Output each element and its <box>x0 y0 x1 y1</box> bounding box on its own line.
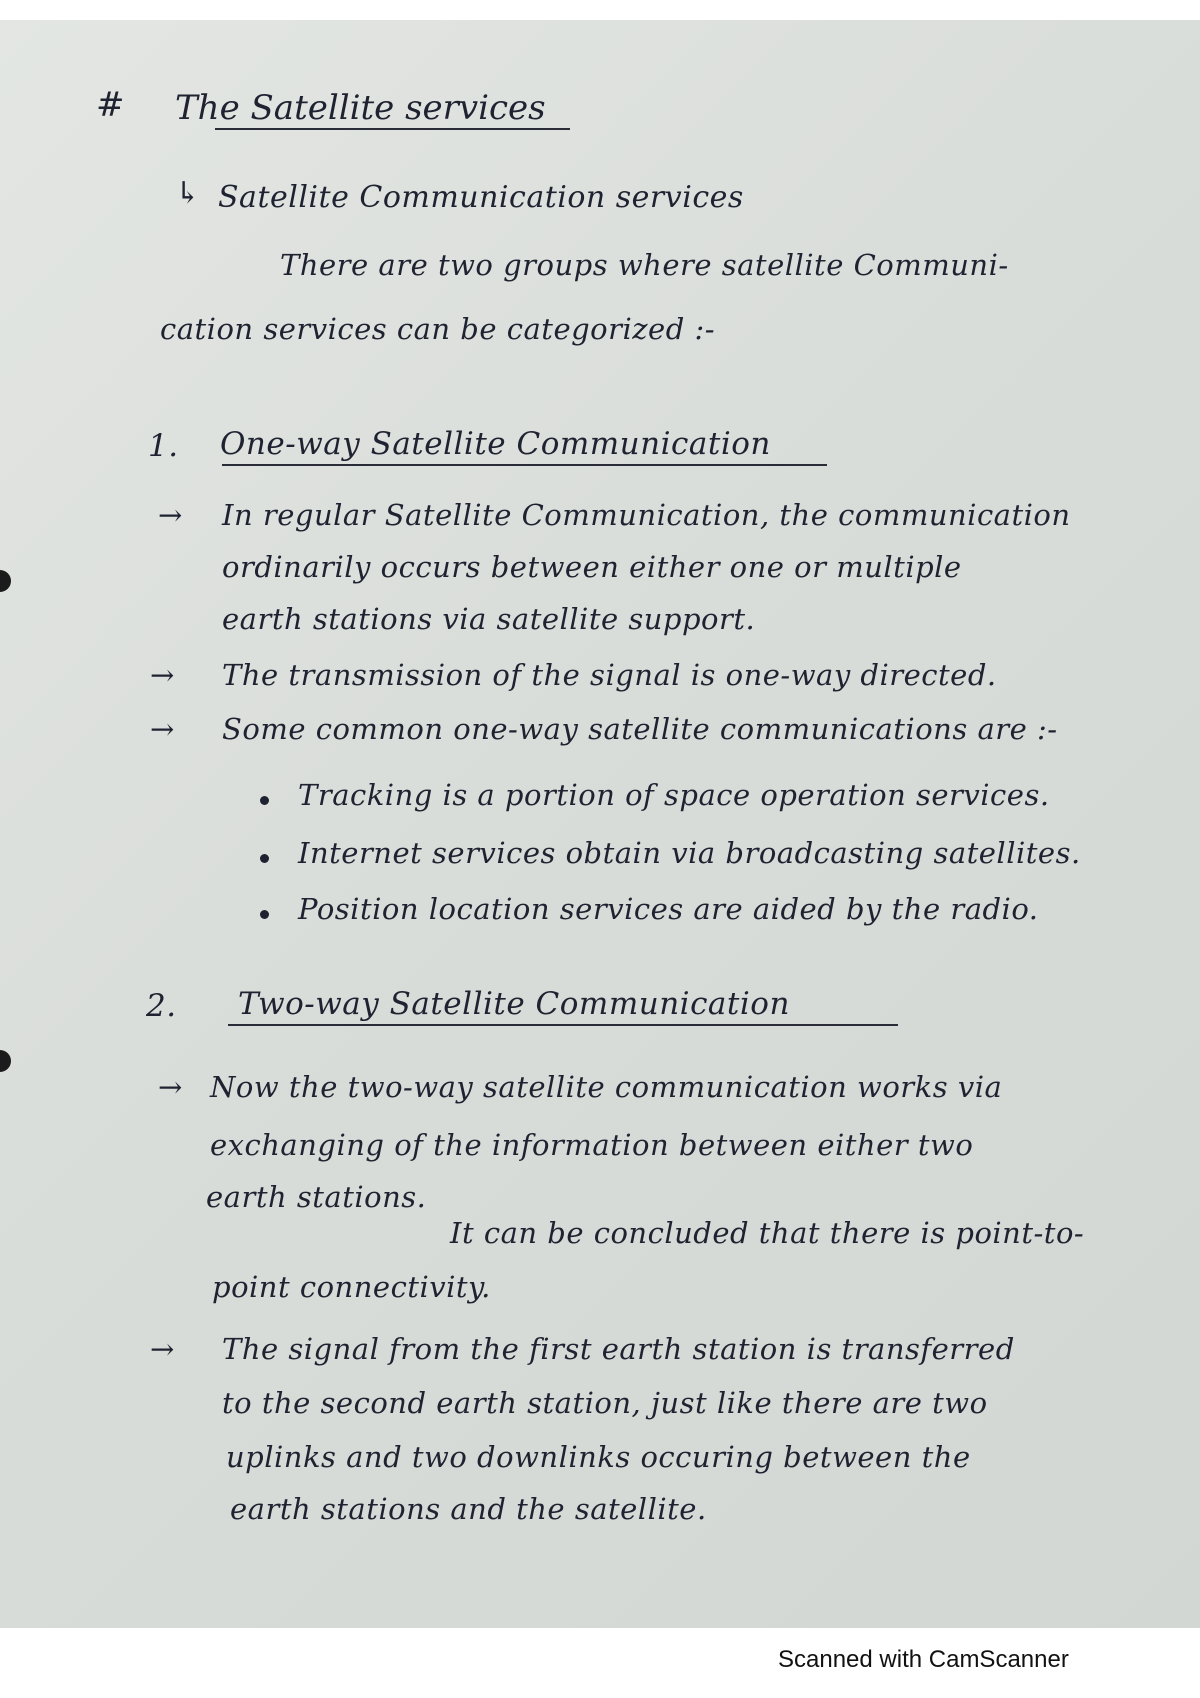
heading-hash-symbol: # <box>96 85 125 125</box>
paragraph-line: In regular Satellite Communication, the communication <box>222 498 1071 532</box>
intro-line: There are two groups where satellite Communi- <box>280 248 1009 282</box>
section-number: 1. <box>148 428 179 464</box>
section-title-underline <box>228 1024 898 1026</box>
page-title: The Satellite services <box>175 88 546 128</box>
paragraph-line: The signal from the first earth station is transferred <box>222 1332 1015 1366</box>
paragraph-line: ordinarily occurs between either one or multiple <box>222 550 962 584</box>
paragraph-line: The transmission of the signal is one-way directed. <box>222 658 997 692</box>
paragraph-line: uplinks and two downlinks occuring between the <box>226 1440 971 1474</box>
arrow-icon: → <box>150 1332 175 1366</box>
bullet-item: Internet services obtain via broadcasting satellites. <box>298 836 1081 870</box>
scanner-watermark: Scanned with CamScanner <box>778 1646 1069 1673</box>
punch-hole <box>0 570 11 592</box>
arrow-icon: → <box>158 498 183 532</box>
paragraph-line: point connectivity. <box>212 1270 491 1304</box>
paragraph-line: earth stations and the satellite. <box>230 1492 707 1526</box>
bullet-item: Tracking is a portion of space operation services. <box>298 778 1050 812</box>
paragraph-line: earth stations via satellite support. <box>222 602 756 636</box>
paragraph-line: Now the two-way satellite communication works via <box>210 1070 1003 1104</box>
arrow-icon: → <box>150 658 175 692</box>
paragraph-line: to the second earth station, just like there are two <box>222 1386 988 1420</box>
section-title-underline <box>222 464 827 466</box>
intro-line: cation services can be categorized :- <box>160 312 716 346</box>
bullet-icon <box>260 796 269 805</box>
paragraph-line: Some common one-way satellite communications are :- <box>222 712 1058 746</box>
arrow-icon: → <box>150 712 175 746</box>
section-number: 2. <box>146 988 177 1024</box>
scanned-page <box>0 20 1200 1628</box>
arrow-icon: → <box>158 1070 183 1104</box>
bullet-icon <box>260 910 269 919</box>
punch-hole <box>0 1050 11 1072</box>
bullet-item: Position location services are aided by the radio. <box>298 892 1039 926</box>
section-title: Two-way Satellite Communication <box>238 986 790 1022</box>
subheading: Satellite Communication services <box>218 180 744 215</box>
paragraph-line: earth stations. <box>206 1180 427 1214</box>
paragraph-line: It can be concluded that there is point-to- <box>450 1216 1085 1250</box>
section-title: One-way Satellite Communication <box>220 426 771 462</box>
paragraph-line: exchanging of the information between either two <box>210 1128 974 1162</box>
title-underline <box>215 128 570 130</box>
bullet-icon <box>260 854 269 863</box>
subheading-arrow-icon: ↳ <box>175 176 201 211</box>
